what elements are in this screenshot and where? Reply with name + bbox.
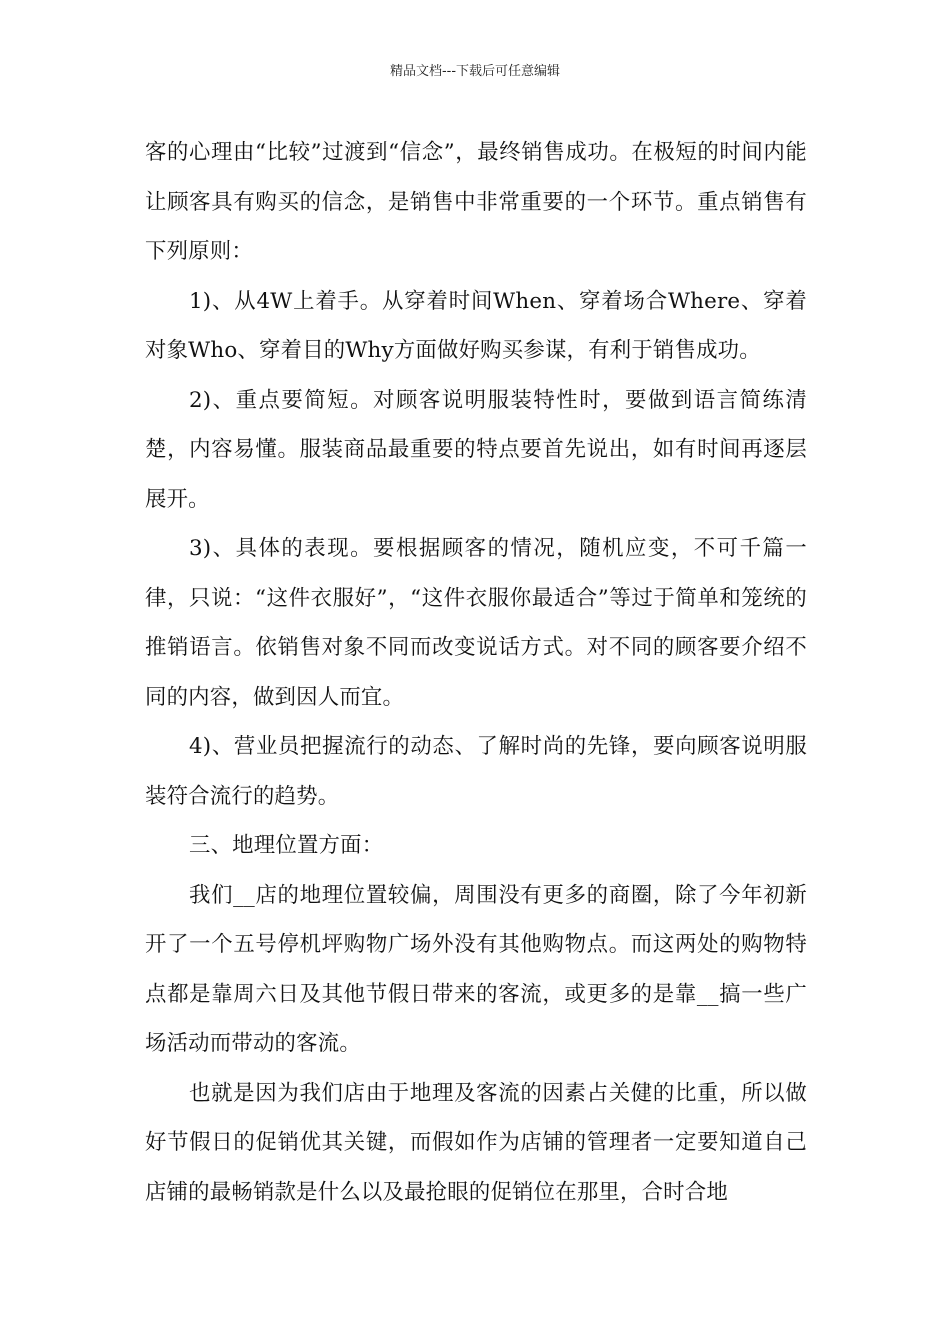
paragraph-principle-2: 2)、重点要简短。对顾客说明服装特性时，要做到语言简练清楚，内容易懂。服装商品最重要的特点要首先说出，如有时间再逐层展开。	[145, 387, 807, 512]
paragraph-intro: 客的心理由“比较”过渡到“信念”，最终销售成功。在极短的时间内能让顾客具有购买的信念，是销售中非常重要的一个环节。重点销售有下列原则：	[145, 140, 807, 264]
section-heading-location: 三、地理位置方面：	[189, 833, 384, 858]
paragraph-location-1: 我们__店的地理位置较偏，周围没有更多的商圈，除了今年初新开了一个五号停机坪购物广场外没有其他购物点。而这两处的购物特点都是靠周六日及其他节假日带来的客流，或更多的是靠__搞一些广场活动而带动的客流。	[145, 882, 807, 1056]
paragraph-location-2: 也就是因为我们店由于地理及客流的因素占关健的比重，所以做好节假日的促销优其关键，而假如作为店铺的管理者一定要知道自己店铺的最畅销款是什么以及最抢眼的促销位在那里，合时合地	[145, 1080, 807, 1205]
page-header: 精品文档---下载后可任意编辑	[389, 64, 561, 79]
document-body	[145, 128, 807, 1217]
paragraph-principle-1: 1)、从4W上着手。从穿着时间When、穿着场合Where、穿着对象Who、穿着目的Why方面做好购买参谋，有利于销售成功。	[145, 288, 807, 363]
paragraph-principle-3: 3)、具体的表现。要根据顾客的情况，随机应变，不可千篇一律，只说：“这件衣服好”，“这件衣服你最适合”等过于简单和笼统的推销语言。依销售对象不同而改变说话方式。对不同的顾客要介绍不同的内容，做到因人而宜。	[145, 536, 807, 710]
paragraph-principle-4: 4)、营业员把握流行的动态、了解时尚的先锋，要向顾客说明服装符合流行的趋势。	[145, 734, 807, 809]
